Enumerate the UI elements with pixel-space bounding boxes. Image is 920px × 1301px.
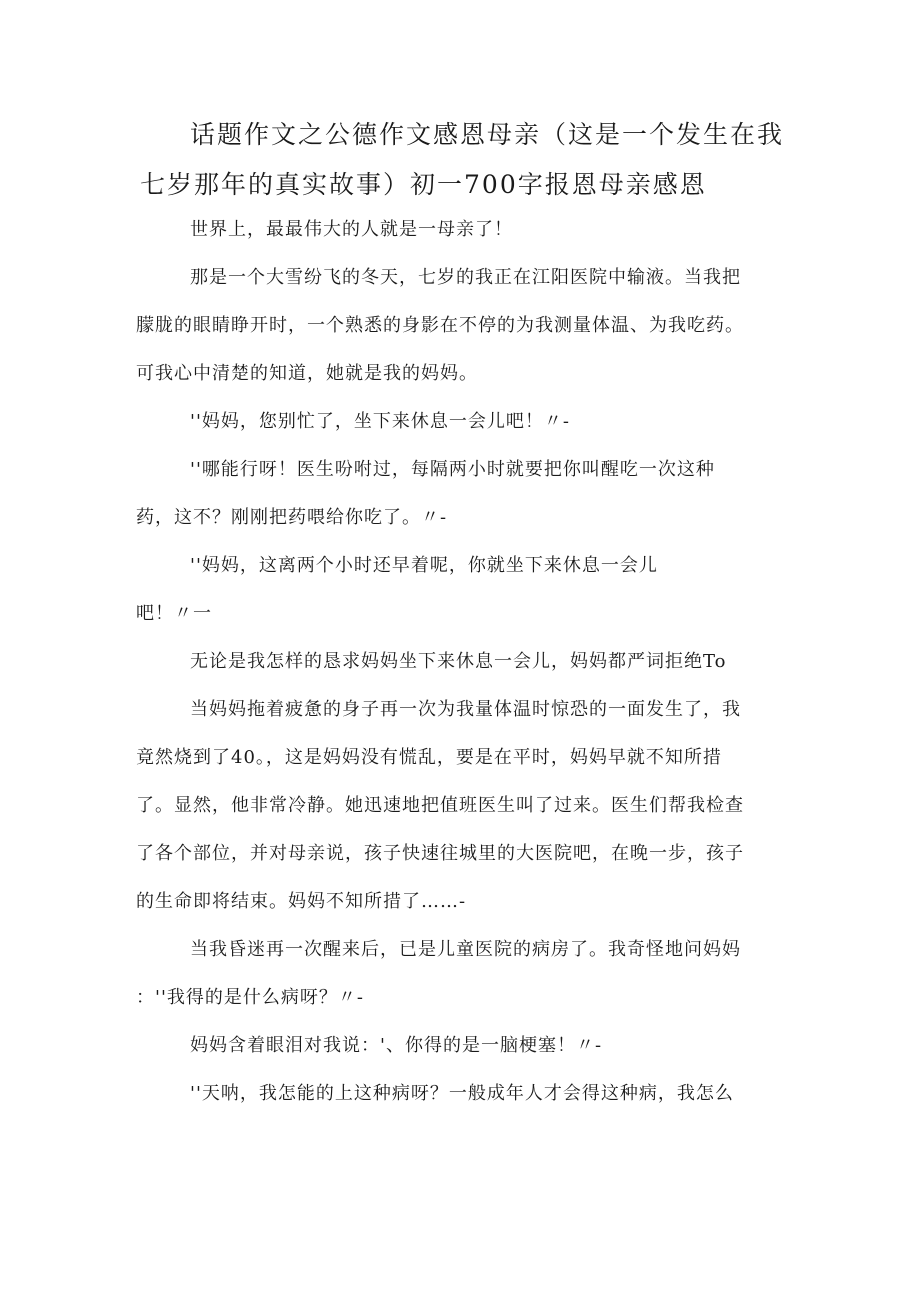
body-text-line: ''妈妈，这离两个小时还早着呢，你就坐下来休息一会儿	[190, 555, 658, 576]
body-text-line: 当我昏迷再一次醒来后，已是儿童医院的病房了。我奇怪地问妈妈	[190, 939, 741, 960]
body-text-line: ：''我得的是什么病呀？〃-	[136, 987, 364, 1008]
body-text-line: 药，这不？刚刚把药喂给你吃了。〃-	[136, 507, 448, 528]
body-text-line: 可我心中清楚的知道，她就是我的妈妈。	[136, 363, 478, 384]
body-text-line: 当妈妈拖着疲惫的身子再一次为我量体温时惊恐的一面发生了，我	[190, 699, 741, 720]
body-text-line: 竟然烧到了40。，这是妈妈没有慌乱，要是在平时，妈妈早就不知所措	[136, 747, 722, 768]
body-text-line: 世界上，最最伟大的人就是一母亲了！	[190, 219, 513, 240]
body-text-line: ''妈妈，您别忙了，坐下来休息一会儿吧！〃-	[190, 411, 570, 432]
title-line-2: 七岁那年的真实故事）初一700字报恩母亲感恩	[140, 170, 707, 199]
title-line-1: 话题作文之公德作文感恩母亲（这是一个发生在我	[190, 120, 785, 149]
body-text-line: 朦胧的眼睛睁开时，一个熟悉的身影在不停的为我测量体温、为我吃药。	[136, 315, 744, 336]
body-text-line: 妈妈含着眼泪对我说：'、你得的是一脑梗塞！〃-	[190, 1035, 603, 1056]
body-text-line: 的生命即将结束。妈妈不知所措了……-	[136, 891, 467, 912]
body-text-line: 那是一个大雪纷飞的冬天，七岁的我正在江阳医院中输液。当我把	[190, 267, 741, 288]
body-text-line: 了。显然，他非常冷静。她迅速地把值班医生叫了过来。医生们帮我检查	[136, 795, 744, 816]
body-text-line: 无论是我怎样的恳求妈妈坐下来休息一会儿，妈妈都严词拒绝To	[190, 651, 727, 672]
body-text-line: 吧！〃一	[136, 603, 212, 624]
body-text-line: ''哪能行呀！医生吩咐过，每隔两小时就要把你叫醒吃一次这种	[190, 459, 715, 480]
document-title	[140, 110, 790, 210]
body-text-line: ''天呐，我怎能的上这种病呀？一般成年人才会得这种病，我怎么	[190, 1083, 734, 1104]
body-text-line: 了各个部位，并对母亲说，孩子快速往城里的大医院吧，在晚一步，孩子	[136, 843, 744, 864]
document-body	[136, 206, 786, 1118]
